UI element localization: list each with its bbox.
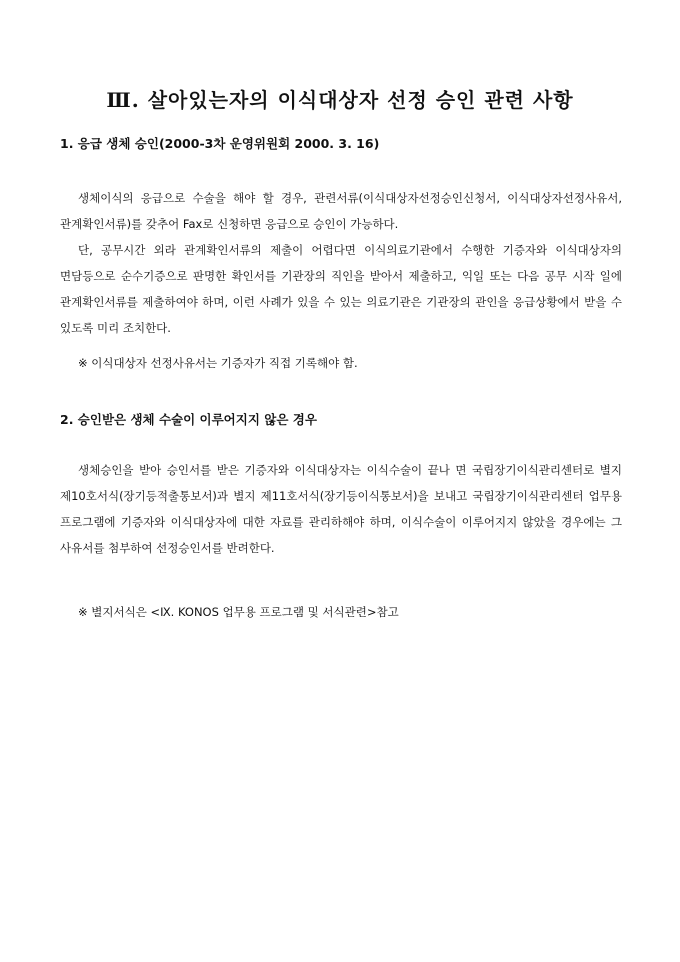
section-heading-emergency-approval: 1. 응급 생체 승인(2000-3차 운영위원회 2000. 3. 16): [60, 136, 380, 151]
section1-paragraph-2: 단, 공무시간 외라 관계확인서류의 제출이 어렵다면 이식의료기관에서 수행한 기증자와 이식대상자의 면담등으로 순수기증으로 판명한 확인서를 기관장의 직인을 받아서 제출하고, 익일 또는 다음 공무 시작 일에 관계확인서류를 제출하여야 하며, 이런 사례가 있을 수 있는 의료기관은 기관장의 관인을 응급상황에서 받을 수 있도록 미리 조치한다.: [60, 243, 622, 335]
section2-note: ※ 별지서식은 <Ⅸ. KONOS 업무용 프로그램 및 서식관련>참고: [78, 605, 399, 619]
section2-paragraph-1: 생체승인을 받아 승인서를 받은 기증자와 이식대상자는 이식수술이 끝나 면 국립장기이식관리센터로 별지 제10호서식(장기등적출통보서)과 별지 제11호서식(장기등이식통보서)을 보내고 국립장기이식관리센터 업무용 프로그램에 기증자와 이식대상자에 대한 자료를 관리하해야 하며, 이식수술이 이루어지지 않았을 경우에는 그 사유서를 첨부하여 선정승인서를 반려한다.: [60, 463, 622, 555]
page-title: Ⅲ. 살아있는자의 이식대상자 선정 승인 관련 사항: [106, 88, 574, 112]
section1-paragraph-1: 생체이식의 응급으로 수술을 해야 할 경우, 관련서류(이식대상자선정승인신청서, 이식대상자선정사유서, 관계확인서류)를 갖추어 Fax로 신청하면 응급으로 승인이 가능하다.: [60, 191, 622, 231]
section-heading-surgery-not-performed: 2. 승인받은 생체 수술이 이루어지지 않은 경우: [60, 412, 317, 427]
section1-note: ※ 이식대상자 선정사유서는 기증자가 직접 기록해야 함.: [78, 356, 358, 370]
